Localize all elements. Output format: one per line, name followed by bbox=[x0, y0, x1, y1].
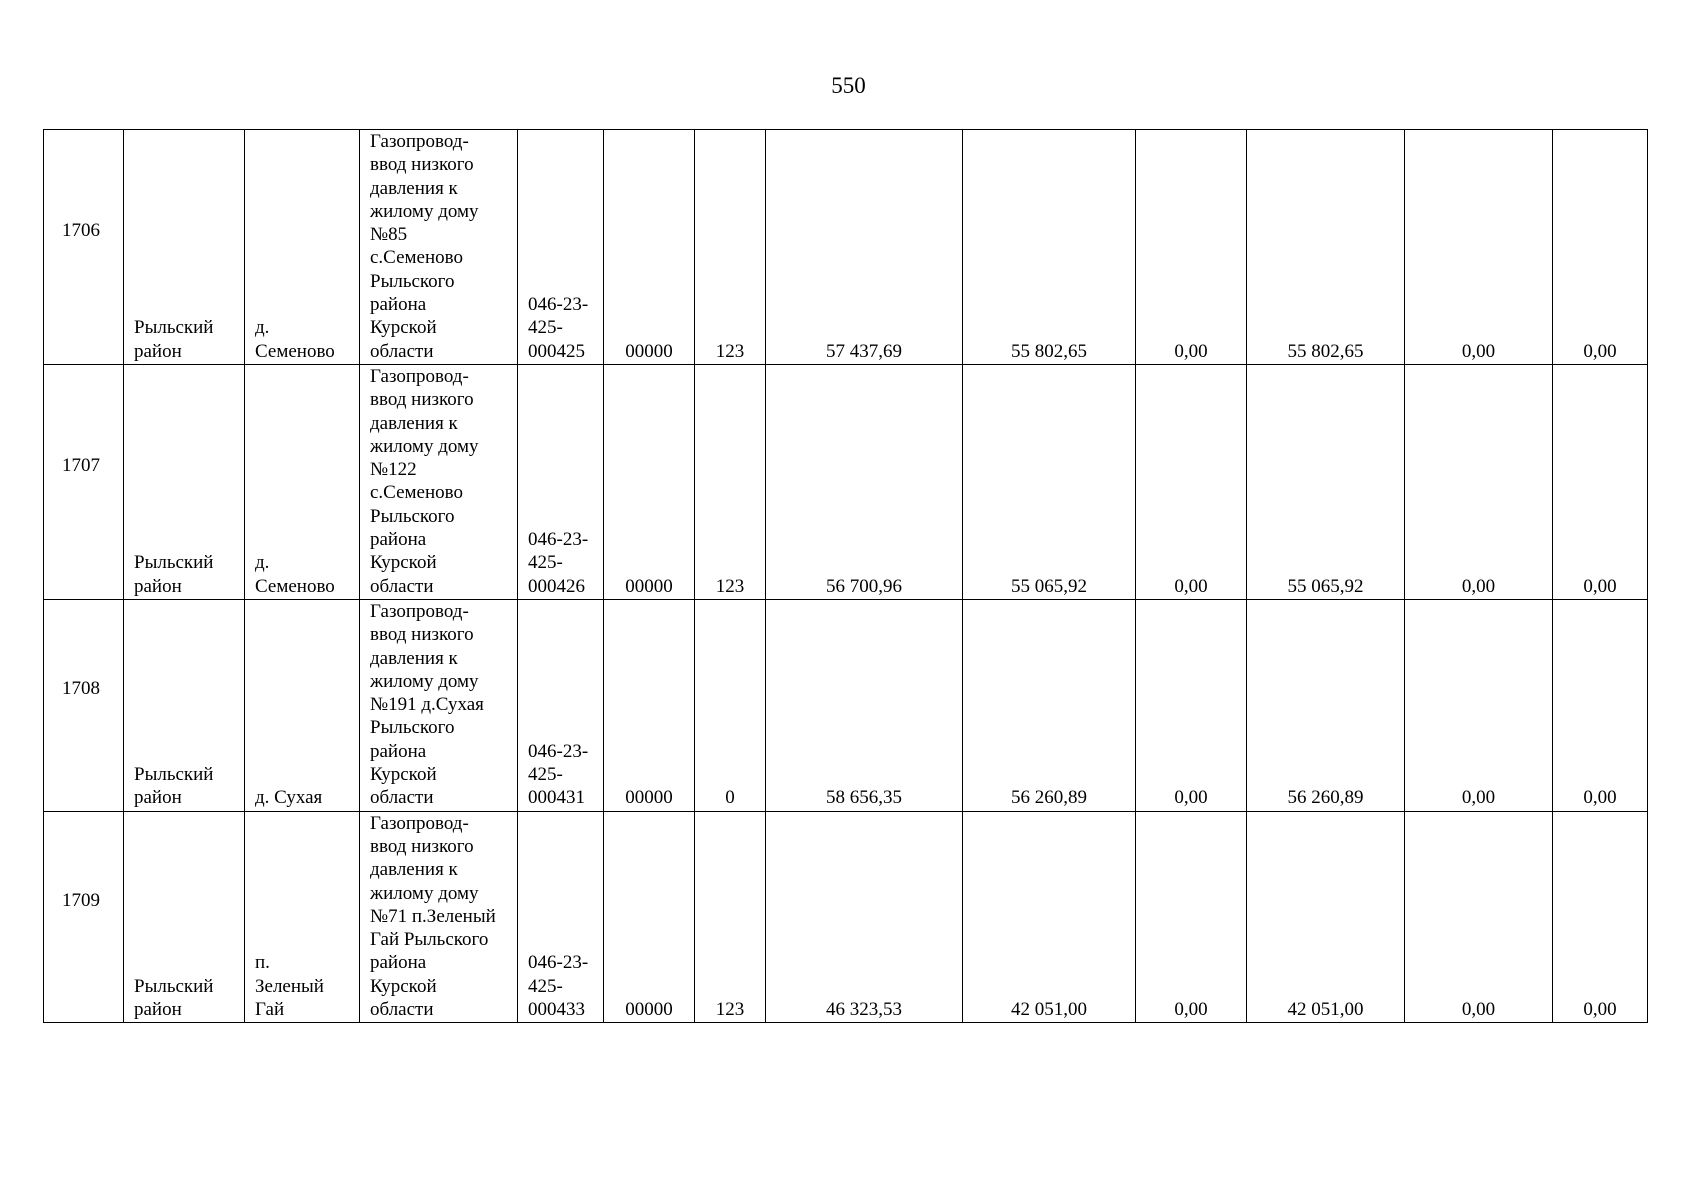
table-row bbox=[44, 811, 1648, 1023]
code-cell: 046-23- 425- 000433 bbox=[518, 811, 604, 1023]
description-cell: Газопровод- ввод низкого давления к жилому дому №85 с.Семеново Рыльского района Курской области bbox=[360, 130, 518, 365]
col7-cell: 0 bbox=[695, 599, 766, 811]
col11-cell: 55 802,65 bbox=[1247, 130, 1405, 365]
col12-cell: 0,00 bbox=[1405, 811, 1553, 1023]
col7-cell: 123 bbox=[695, 364, 766, 599]
locality-cell: п. Зеленый Гай bbox=[245, 811, 360, 1023]
description-cell: Газопровод- ввод низкого давления к жилому дому №71 п.Зеленый Гай Рыльского района Курской области bbox=[360, 811, 518, 1023]
col10-cell: 0,00 bbox=[1136, 599, 1247, 811]
col7-cell: 123 bbox=[695, 811, 766, 1023]
col12-cell: 0,00 bbox=[1405, 130, 1553, 365]
code-cell: 046-23- 425- 000425 bbox=[518, 130, 604, 365]
col9-cell: 55 065,92 bbox=[963, 364, 1136, 599]
data-table bbox=[43, 129, 1648, 1023]
col8-cell: 46 323,53 bbox=[766, 811, 963, 1023]
col10-cell: 0,00 bbox=[1136, 364, 1247, 599]
locality-cell: д. Сухая bbox=[245, 599, 360, 811]
col6-cell: 00000 bbox=[604, 130, 695, 365]
locality-cell: д. Семеново bbox=[245, 364, 360, 599]
code-cell: 046-23- 425- 000426 bbox=[518, 364, 604, 599]
col11-cell: 55 065,92 bbox=[1247, 364, 1405, 599]
description-cell: Газопровод- ввод низкого давления к жилому дому №191 д.Сухая Рыльского района Курской области bbox=[360, 599, 518, 811]
col9-cell: 56 260,89 bbox=[963, 599, 1136, 811]
row-number: 1707 bbox=[44, 364, 124, 599]
row-number: 1706 bbox=[44, 130, 124, 365]
locality-cell: д. Семеново bbox=[245, 130, 360, 365]
col8-cell: 56 700,96 bbox=[766, 364, 963, 599]
col13-cell: 0,00 bbox=[1553, 130, 1648, 365]
col9-cell: 55 802,65 bbox=[963, 130, 1136, 365]
district-cell: Рыльский район bbox=[124, 364, 245, 599]
col11-cell: 56 260,89 bbox=[1247, 599, 1405, 811]
col6-cell: 00000 bbox=[604, 599, 695, 811]
col10-cell: 0,00 bbox=[1136, 130, 1247, 365]
district-cell: Рыльский район bbox=[124, 130, 245, 365]
col13-cell: 0,00 bbox=[1553, 811, 1648, 1023]
code-cell: 046-23- 425- 000431 bbox=[518, 599, 604, 811]
district-cell: Рыльский район bbox=[124, 811, 245, 1023]
page-number: 550 bbox=[831, 73, 866, 98]
col13-cell: 0,00 bbox=[1553, 364, 1648, 599]
col8-cell: 58 656,35 bbox=[766, 599, 963, 811]
table-row bbox=[44, 599, 1648, 811]
col6-cell: 00000 bbox=[604, 364, 695, 599]
col8-cell: 57 437,69 bbox=[766, 130, 963, 365]
table-row bbox=[44, 364, 1648, 599]
row-number: 1709 bbox=[44, 811, 124, 1023]
table-row bbox=[44, 130, 1648, 365]
col11-cell: 42 051,00 bbox=[1247, 811, 1405, 1023]
col6-cell: 00000 bbox=[604, 811, 695, 1023]
col9-cell: 42 051,00 bbox=[963, 811, 1136, 1023]
district-cell: Рыльский район bbox=[124, 599, 245, 811]
row-number: 1708 bbox=[44, 599, 124, 811]
col10-cell: 0,00 bbox=[1136, 811, 1247, 1023]
description-cell: Газопровод- ввод низкого давления к жилому дому №122 с.Семеново Рыльского района Курской области bbox=[360, 364, 518, 599]
col13-cell: 0,00 bbox=[1553, 599, 1648, 811]
col12-cell: 0,00 bbox=[1405, 599, 1553, 811]
col7-cell: 123 bbox=[695, 130, 766, 365]
col12-cell: 0,00 bbox=[1405, 364, 1553, 599]
